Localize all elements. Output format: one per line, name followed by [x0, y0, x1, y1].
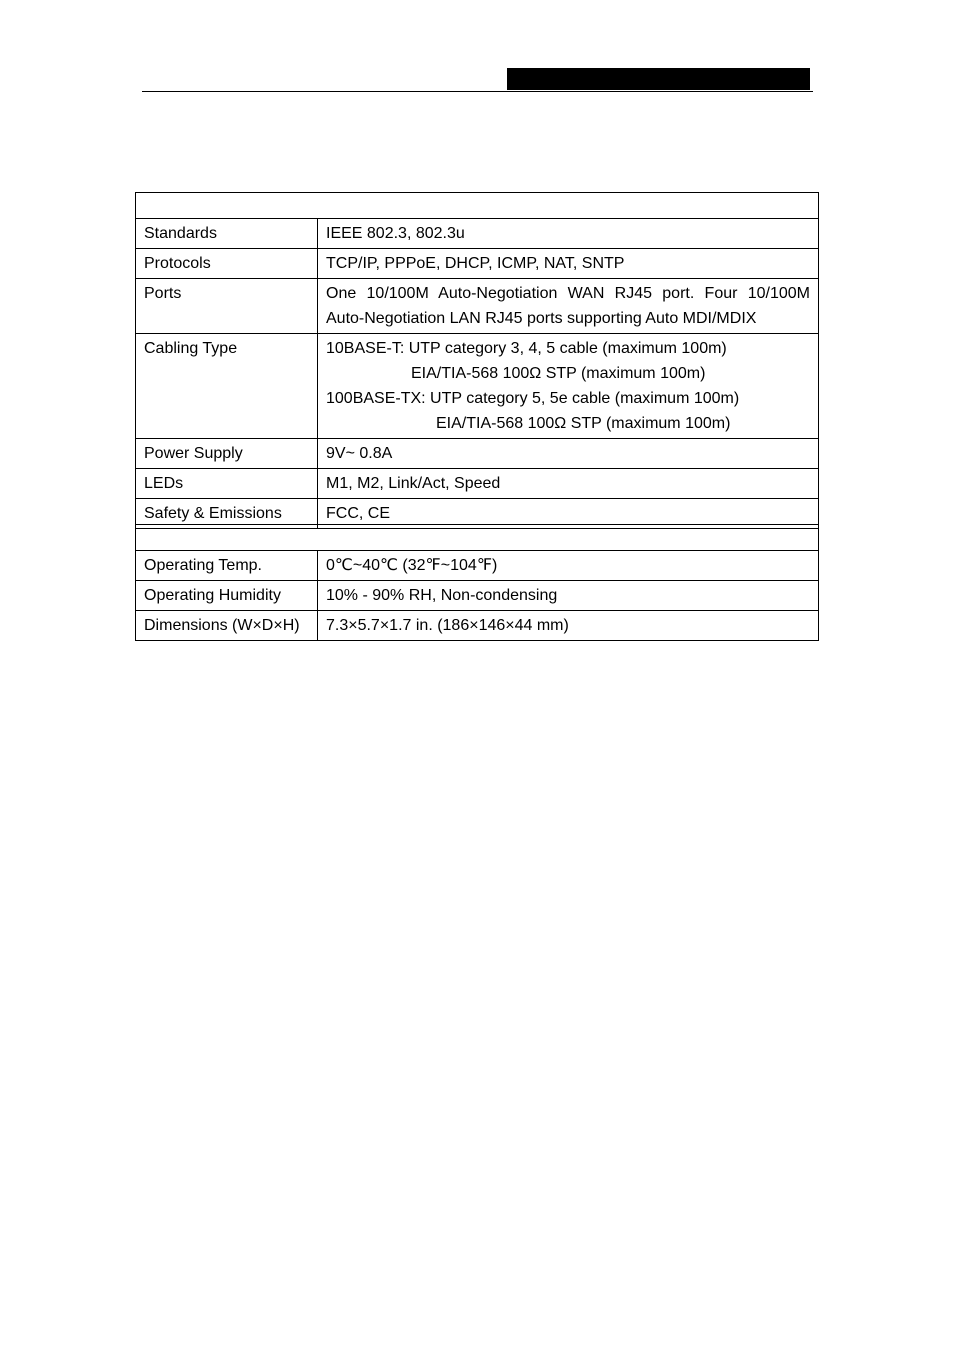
spec-label: Dimensions (W×D×H): [136, 611, 318, 641]
spec-value: M1, M2, Link/Act, Speed: [318, 469, 819, 499]
table-heading-row: [136, 193, 819, 219]
table-row: [136, 279, 819, 334]
table-row: [136, 611, 819, 641]
spec-label: Cabling Type: [136, 334, 318, 439]
spec-value: 10% - 90% RH, Non-condensing: [318, 581, 819, 611]
spec-label: Operating Humidity: [136, 581, 318, 611]
cabling-line: 100BASE-TX: UTP category 5, 5e cable (maximum 100m): [326, 390, 740, 407]
table-heading: [136, 525, 819, 551]
header-rule: [142, 91, 813, 92]
table-heading-row: [136, 525, 819, 551]
spec-value: 7.3×5.7×1.7 in. (186×146×44 mm): [318, 611, 819, 641]
general-specs-table: [135, 192, 819, 529]
spec-label: Standards: [136, 219, 318, 249]
spec-label: LEDs: [136, 469, 318, 499]
spec-value: 9V~ 0.8A: [318, 439, 819, 469]
table-row: [136, 469, 819, 499]
spec-value: [318, 334, 819, 439]
table-heading: [136, 193, 819, 219]
cabling-line: EIA/TIA-568 100Ω STP (maximum 100m): [411, 365, 706, 382]
header-bar: [507, 68, 810, 90]
cabling-line: EIA/TIA-568 100Ω STP (maximum 100m): [436, 415, 731, 432]
table-row: [136, 219, 819, 249]
table-row: [136, 551, 819, 581]
spec-value: FCC, CE: [318, 499, 819, 529]
spec-value: TCP/IP, PPPoE, DHCP, ICMP, NAT, SNTP: [318, 249, 819, 279]
table-row: [136, 581, 819, 611]
physical-specs-table: [135, 524, 819, 641]
cabling-line: 10BASE-T: UTP category 3, 4, 5 cable (maximum 100m): [326, 340, 727, 357]
spec-value: One 10/100M Auto-Negotiation WAN RJ45 port. Four 10/100M Auto-Negotiation LAN RJ45 ports supporting Auto MDI/MDIX: [318, 279, 819, 334]
spec-label: Protocols: [136, 249, 318, 279]
table-row: [136, 249, 819, 279]
spec-value: 0℃~40℃ (32℉~104℉): [318, 551, 819, 581]
spec-label: Ports: [136, 279, 318, 334]
spec-label: Power Supply: [136, 439, 318, 469]
table-row: [136, 439, 819, 469]
spec-label: Safety & Emissions: [136, 499, 318, 529]
spec-value: IEEE 802.3, 802.3u: [318, 219, 819, 249]
table-row: [136, 334, 819, 439]
spec-label: Operating Temp.: [136, 551, 318, 581]
